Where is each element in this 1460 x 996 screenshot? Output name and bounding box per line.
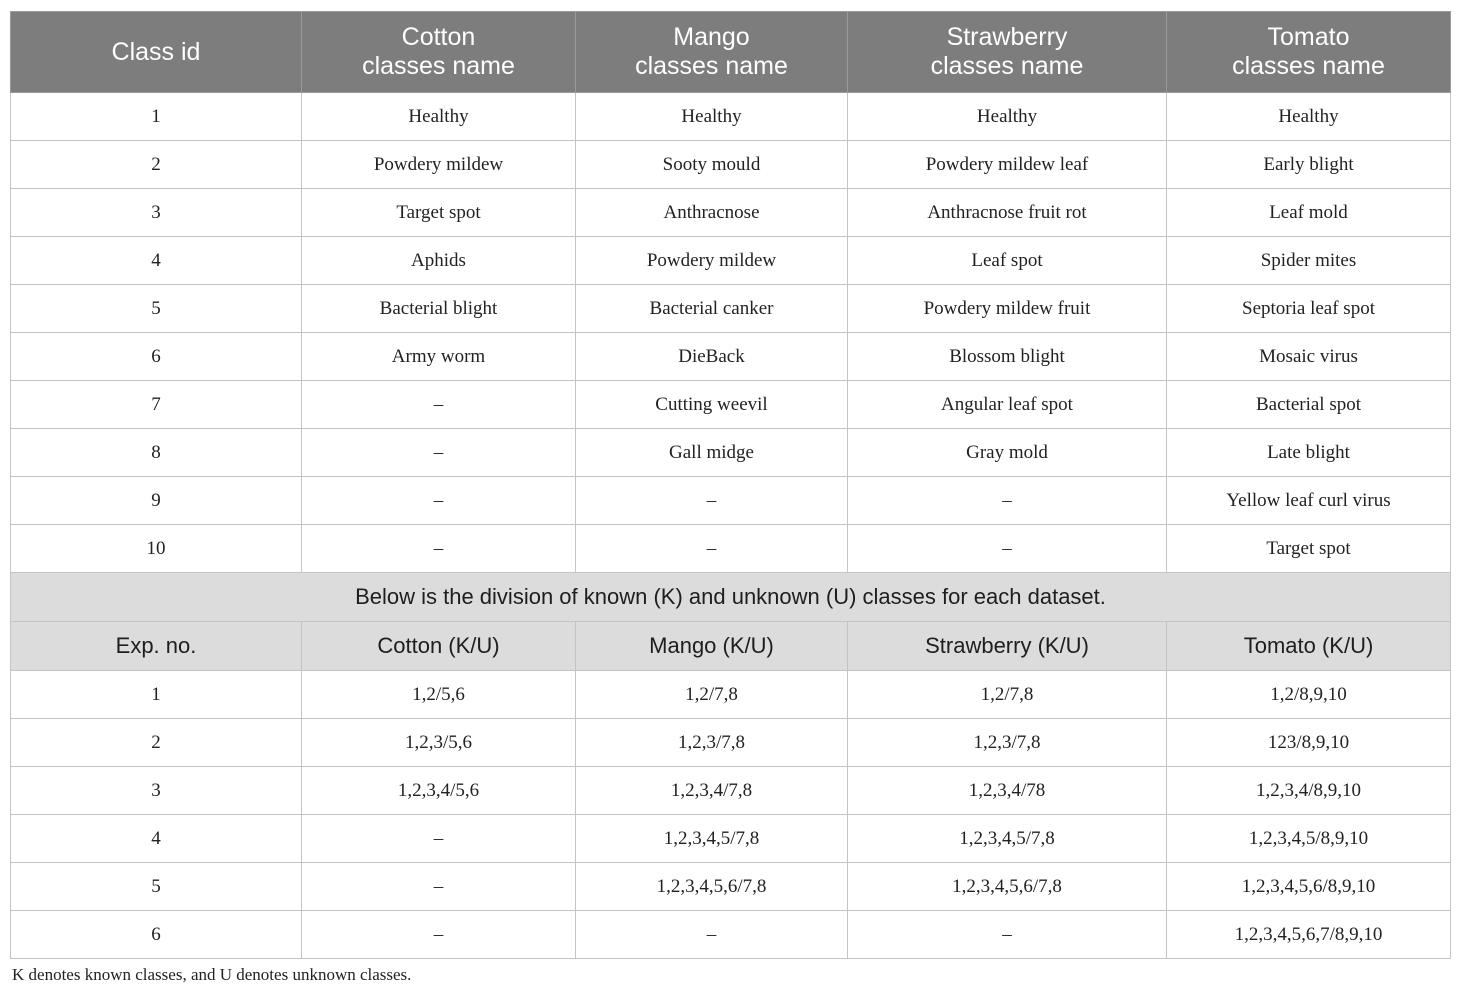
tomato-cell: Septoria leaf spot — [1167, 285, 1451, 333]
cotton-cell: – — [302, 525, 576, 573]
mango-cell: – — [576, 525, 848, 573]
mango-cell: 1,2/7,8 — [576, 671, 848, 719]
strawberry-cell: Gray mold — [848, 429, 1167, 477]
mango-cell: Gall midge — [576, 429, 848, 477]
experiment-row — [11, 911, 1451, 959]
subheader-strawberry: Strawberry (K/U) — [848, 622, 1167, 671]
mango-cell: Powdery mildew — [576, 237, 848, 285]
mango-cell: Sooty mould — [576, 141, 848, 189]
cotton-cell: – — [302, 815, 576, 863]
id-cell: 1 — [11, 93, 302, 141]
experiment-header-row — [11, 622, 1451, 671]
header-tomato: Tomato classes name — [1167, 12, 1451, 93]
class-row — [11, 237, 1451, 285]
strawberry-cell: Leaf spot — [848, 237, 1167, 285]
class-row — [11, 333, 1451, 381]
id-cell: 2 — [11, 719, 302, 767]
tomato-cell: 1,2,3,4,5,6,7/8,9,10 — [1167, 911, 1451, 959]
class-row — [11, 477, 1451, 525]
tomato-cell: Yellow leaf curl virus — [1167, 477, 1451, 525]
strawberry-cell: – — [848, 477, 1167, 525]
classes-body — [11, 93, 1451, 573]
cotton-cell: Healthy — [302, 93, 576, 141]
experiment-row — [11, 863, 1451, 911]
section-body — [11, 573, 1451, 671]
tomato-cell: 1,2,3,4,5/8,9,10 — [1167, 815, 1451, 863]
mango-cell: Bacterial canker — [576, 285, 848, 333]
id-cell: 10 — [11, 525, 302, 573]
experiment-row — [11, 719, 1451, 767]
id-cell: 8 — [11, 429, 302, 477]
tomato-cell: Spider mites — [1167, 237, 1451, 285]
mango-cell: Anthracnose — [576, 189, 848, 237]
strawberry-cell: Anthracnose fruit rot — [848, 189, 1167, 237]
class-row — [11, 93, 1451, 141]
mango-cell: DieBack — [576, 333, 848, 381]
section-title-row — [11, 573, 1451, 622]
mango-cell: 1,2,3,4/7,8 — [576, 767, 848, 815]
cotton-cell: – — [302, 911, 576, 959]
header-strawberry: Strawberry classes name — [848, 12, 1167, 93]
cotton-cell: Bacterial blight — [302, 285, 576, 333]
id-cell: 4 — [11, 815, 302, 863]
tomato-cell: Leaf mold — [1167, 189, 1451, 237]
mango-cell: – — [576, 477, 848, 525]
header-mango: Mango classes name — [576, 12, 848, 93]
mango-cell: 1,2,3,4,5,6/7,8 — [576, 863, 848, 911]
header-class-id: Class id — [11, 12, 302, 93]
strawberry-cell: Blossom blight — [848, 333, 1167, 381]
cotton-cell: Army worm — [302, 333, 576, 381]
strawberry-cell: – — [848, 525, 1167, 573]
mango-cell: Cutting weevil — [576, 381, 848, 429]
experiments-body — [11, 671, 1451, 959]
cotton-cell: – — [302, 863, 576, 911]
mango-cell: 1,2,3/7,8 — [576, 719, 848, 767]
id-cell: 3 — [11, 189, 302, 237]
tomato-cell: 1,2,3,4/8,9,10 — [1167, 767, 1451, 815]
id-cell: 2 — [11, 141, 302, 189]
mango-cell: – — [576, 911, 848, 959]
subheader-cotton: Cotton (K/U) — [302, 622, 576, 671]
subheader-mango: Mango (K/U) — [576, 622, 848, 671]
strawberry-cell: 1,2,3,4,5,6/7,8 — [848, 863, 1167, 911]
strawberry-cell: Powdery mildew leaf — [848, 141, 1167, 189]
subheader-exp-no: Exp. no. — [11, 622, 302, 671]
cotton-cell: Aphids — [302, 237, 576, 285]
id-cell: 4 — [11, 237, 302, 285]
class-row — [11, 189, 1451, 237]
id-cell: 1 — [11, 671, 302, 719]
cotton-cell: – — [302, 381, 576, 429]
tomato-cell: Healthy — [1167, 93, 1451, 141]
classes-table — [10, 11, 1451, 959]
tomato-cell: 1,2,3,4,5,6/8,9,10 — [1167, 863, 1451, 911]
tomato-cell: 123/8,9,10 — [1167, 719, 1451, 767]
strawberry-cell: Healthy — [848, 93, 1167, 141]
class-row — [11, 141, 1451, 189]
id-cell: 5 — [11, 863, 302, 911]
strawberry-cell: 1,2/7,8 — [848, 671, 1167, 719]
header-cotton: Cotton classes name — [302, 12, 576, 93]
class-row — [11, 525, 1451, 573]
id-cell: 5 — [11, 285, 302, 333]
strawberry-cell: 1,2,3,4,5/7,8 — [848, 815, 1167, 863]
experiment-row — [11, 815, 1451, 863]
class-row — [11, 429, 1451, 477]
table-footnote: K denotes known classes, and U denotes unknown classes. — [12, 965, 412, 984]
cotton-cell: Target spot — [302, 189, 576, 237]
table-container — [10, 11, 1450, 985]
cotton-cell: 1,2/5,6 — [302, 671, 576, 719]
tomato-cell: Target spot — [1167, 525, 1451, 573]
class-row — [11, 285, 1451, 333]
strawberry-cell: Powdery mildew fruit — [848, 285, 1167, 333]
experiment-row — [11, 767, 1451, 815]
strawberry-cell: 1,2,3,4/78 — [848, 767, 1167, 815]
cotton-cell: Powdery mildew — [302, 141, 576, 189]
strawberry-cell: Angular leaf spot — [848, 381, 1167, 429]
experiment-row — [11, 671, 1451, 719]
tomato-cell: Early blight — [1167, 141, 1451, 189]
class-row — [11, 381, 1451, 429]
cotton-cell: – — [302, 477, 576, 525]
mango-cell: Healthy — [576, 93, 848, 141]
id-cell: 9 — [11, 477, 302, 525]
tomato-cell: Mosaic virus — [1167, 333, 1451, 381]
section-title: Below is the division of known (K) and unknown (U) classes for each dataset. — [11, 573, 1451, 622]
tomato-cell: 1,2/8,9,10 — [1167, 671, 1451, 719]
mango-cell: 1,2,3,4,5/7,8 — [576, 815, 848, 863]
id-cell: 3 — [11, 767, 302, 815]
cotton-cell: 1,2,3/5,6 — [302, 719, 576, 767]
cotton-cell: – — [302, 429, 576, 477]
cotton-cell: 1,2,3,4/5,6 — [302, 767, 576, 815]
tomato-cell: Late blight — [1167, 429, 1451, 477]
tomato-cell: Bacterial spot — [1167, 381, 1451, 429]
id-cell: 6 — [11, 911, 302, 959]
table-header-row — [11, 12, 1451, 93]
id-cell: 7 — [11, 381, 302, 429]
strawberry-cell: 1,2,3/7,8 — [848, 719, 1167, 767]
subheader-tomato: Tomato (K/U) — [1167, 622, 1451, 671]
id-cell: 6 — [11, 333, 302, 381]
strawberry-cell: – — [848, 911, 1167, 959]
